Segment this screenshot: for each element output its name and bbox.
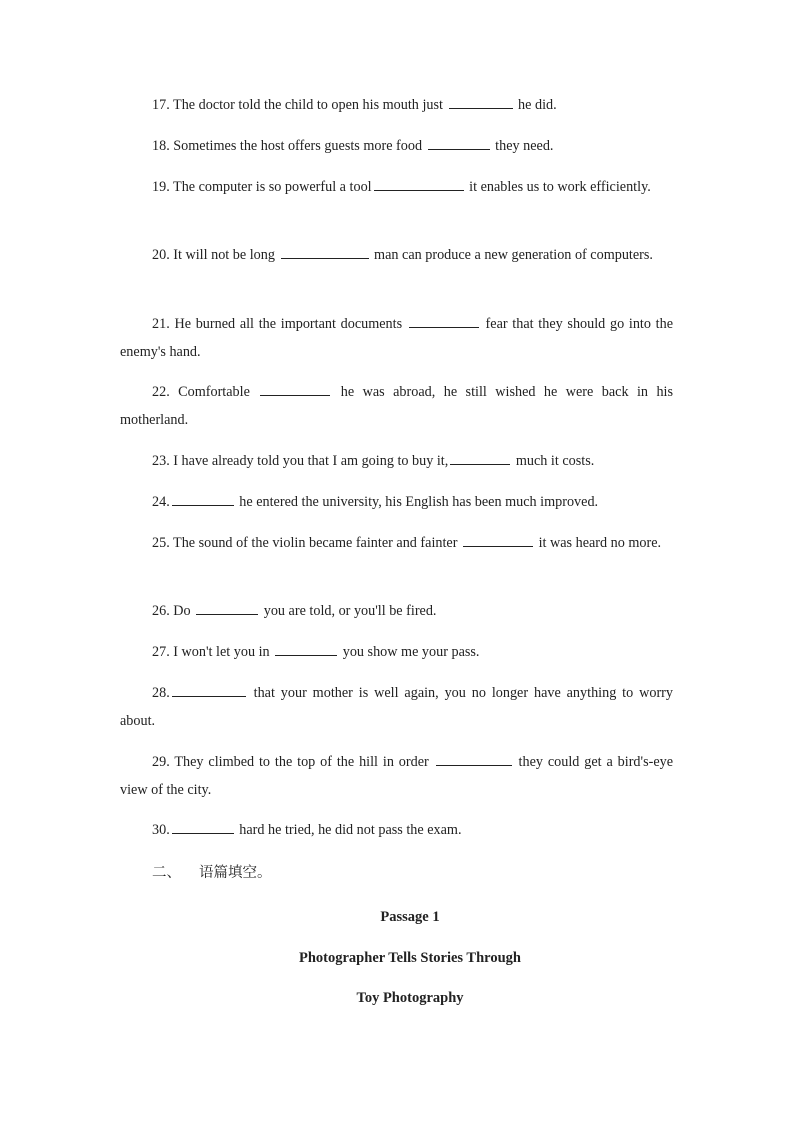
question-21: 21. He burned all the important documents fear that they should go into the enemy's hand.: [120, 311, 673, 366]
question-25: 25. The sound of the violin became fainter and fainter it was heard no more.: [120, 530, 673, 558]
answer-blank[interactable]: [196, 600, 258, 615]
question-27: 27. I won't let you in you show me your pass.: [120, 639, 673, 667]
section-number: 二、: [152, 865, 181, 881]
answer-blank[interactable]: [281, 244, 369, 259]
question-23: 23. I have already told you that I am going to buy it, much it costs.: [120, 448, 673, 476]
answer-blank[interactable]: [172, 491, 234, 506]
question-20: 20. It will not be long man can produce a new generation of computers.: [120, 242, 673, 270]
answer-blank[interactable]: [409, 313, 479, 328]
answer-blank[interactable]: [450, 450, 510, 465]
passage-label: Passage 1: [380, 909, 440, 925]
answer-blank[interactable]: [260, 381, 330, 396]
question-22: 22. Comfortable he was abroad, he still wished he were back in his motherland.: [120, 379, 673, 434]
answer-blank[interactable]: [172, 682, 246, 697]
answer-blank[interactable]: [275, 641, 337, 656]
answer-blank[interactable]: [172, 819, 234, 834]
question-24: 24. he entered the university, his English has been much improved.: [120, 489, 673, 517]
passage-title-line-2: Toy Photography: [356, 990, 464, 1006]
answer-blank[interactable]: [428, 135, 490, 150]
question-17: 17. The doctor told the child to open his mouth just he did.: [120, 92, 673, 120]
section-heading: [152, 860, 272, 887]
answer-blank[interactable]: [463, 532, 533, 547]
question-19: 19. The computer is so powerful a tool it enables us to work efficiently.: [120, 174, 673, 202]
answer-blank[interactable]: [374, 176, 464, 191]
answer-blank[interactable]: [449, 94, 513, 109]
passage-title-line-1: Photographer Tells Stories Through: [299, 950, 521, 966]
answer-blank[interactable]: [436, 751, 512, 766]
section-title: 语篇填空。: [199, 865, 272, 881]
question-28: 28. that your mother is well again, you no longer have anything to worry about.: [120, 680, 673, 735]
question-30: 30. hard he tried, he did not pass the exam.: [120, 817, 673, 845]
question-26: 26. Do you are told, or you'll be fired.: [120, 598, 673, 626]
question-18: 18. Sometimes the host offers guests more food they need.: [120, 133, 673, 161]
question-29: 29. They climbed to the top of the hill in order they could get a bird's-eye view of the city.: [120, 749, 673, 804]
